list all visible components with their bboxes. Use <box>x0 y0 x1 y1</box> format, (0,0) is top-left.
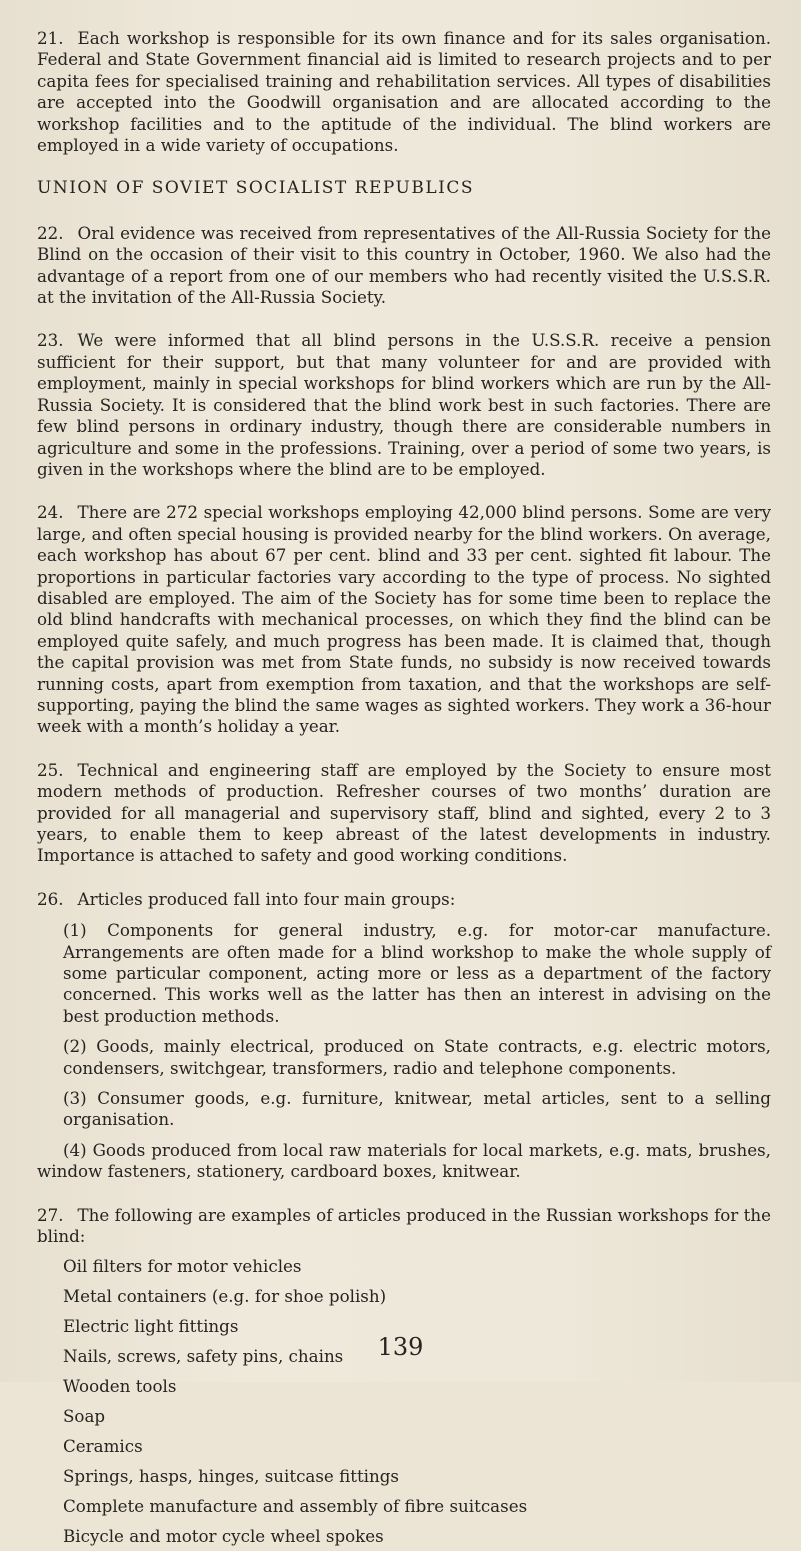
list-item: Ceramics <box>63 1435 143 1456</box>
list-item: Nails, screws, safety pins, chains <box>63 1345 344 1366</box>
section-heading: UNION OF SOVIET SOCIALIST REPUBLICS <box>37 178 475 199</box>
paragraph-text: Articles produced fall into four main groups: <box>77 888 456 909</box>
list-item: Electric light fittings <box>63 1315 239 1336</box>
list-item: Wooden tools <box>63 1375 177 1396</box>
paragraph-24 <box>37 502 771 737</box>
list-item: Complete manufacture and assembly of fibre suitcases <box>63 1495 528 1516</box>
list-item: Oil filters for motor vehicles <box>63 1255 302 1276</box>
paragraph-number: 27. <box>37 1204 64 1225</box>
paragraph-27 <box>37 1205 771 1248</box>
group-item-1: (1) Components for general industry, e.g. for motor-car manufacture. Arrangements are often made for a blind workshop to make the whole supply of some particular component, acting more or less as a department of the factory concerned. This works well as the latter has then an interest in advising on the best production methods. <box>63 920 771 1026</box>
list-item: Soap <box>63 1405 106 1426</box>
paragraph-23 <box>37 330 771 480</box>
list-item: Bicycle and motor cycle wheel spokes <box>63 1525 384 1546</box>
paragraph-26 <box>37 889 771 910</box>
page-number: 139 <box>377 1333 424 1361</box>
paragraph-text: The following are examples of articles produced in the Russian workshops for the blind: <box>37 1204 771 1247</box>
list-item: Metal containers (e.g. for shoe polish) <box>63 1285 387 1306</box>
paragraph-text: There are 272 special workshops employing 42,000 blind persons. Some are very large, and often special housing is provided nearby for the blind workers. On average, each workshop has about 67 per cent. blind and 33 per cent. sighted fit labour. The proportions in particular factories vary according to the type of process. No sighted disabled are employed. The aim of the Society has for some time been to replace the old blind handcrafts with mechanical processes, on which they find the blind can be employed quite safely, and much progress has been made. It is claimed that, though the capital provision was met from State funds, no subsidy is now received towards running costs, apart from exemption from taxation, and that the workshops are self-supporting, paying the blind the same wages as sighted workers. They work a 36-hour week with a month’s holiday a year. <box>37 502 771 737</box>
paragraph-text: Each workshop is responsible for its own finance and for its sales organisation. Federal and State Government financial aid is limited to research projects and to per capita fees for specialised training and rehabilitation services. All types of disabilities are accepted into the Goodwill organisation and are allocated according to the workshop facilities and to the aptitude of the individual. The blind workers are employed in a wide variety of occupations. <box>37 28 771 156</box>
paragraph-number: 22. <box>37 222 64 243</box>
list-item: Springs, hasps, hinges, suitcase fittings <box>63 1465 399 1486</box>
paragraph-text: Oral evidence was received from representatives of the All-Russia Society for the Blind on the occasion of their visit to this country in October, 1960. We also had the advantage of a report from one of our members who had recently visited the U.S.S.R. at the invitation of the All-Russia Society. <box>37 222 771 308</box>
articles-list <box>37 1251 771 1551</box>
paragraph-number: 23. <box>37 330 64 351</box>
paragraph-22 <box>37 223 771 309</box>
paragraph-21 <box>37 28 771 156</box>
paragraph-number: 24. <box>37 502 64 523</box>
paragraph-number: 25. <box>37 759 64 780</box>
paragraph-text: We were informed that all blind persons in the U.S.S.R. receive a pension sufficient for their support, but that many volunteer for and are provided with employment, mainly in special workshops for blind workers which are run by the All-Russia Society. It is considered that the blind work best in such factories. There are few blind persons in ordinary industry, though there are considerable numbers in agriculture and some in the professions. Training, over a period of some two years, is given in the workshops where the blind are to be employed. <box>37 330 771 479</box>
group-item-2: (2) Goods, mainly electrical, produced on State contracts, e.g. electric motors, condensers, switchgear, transformers, radio and telephone components. <box>63 1036 771 1078</box>
group-item-4: (4) Goods produced from local raw materials for local markets, e.g. mats, brushes, window fasteners, stationery, cardboard boxes, knitwear. <box>37 1139 771 1182</box>
paragraph-text: Technical and engineering staff are employed by the Society to ensure most modern methods of production. Refresher courses of two months’ duration are provided for all managerial and supervisory staff, blind and sighted, every 2 to 3 years, to enable them to keep abreast of the latest developments in industry. Importance is attached to safety and good working conditions. <box>37 759 771 866</box>
group-item-3: (3) Consumer goods, e.g. furniture, knitwear, metal articles, sent to a selling organisation. <box>63 1088 771 1130</box>
paragraph-number: 21. <box>37 28 64 48</box>
paragraph-25 <box>37 760 771 867</box>
paragraph-number: 26. <box>37 888 64 909</box>
